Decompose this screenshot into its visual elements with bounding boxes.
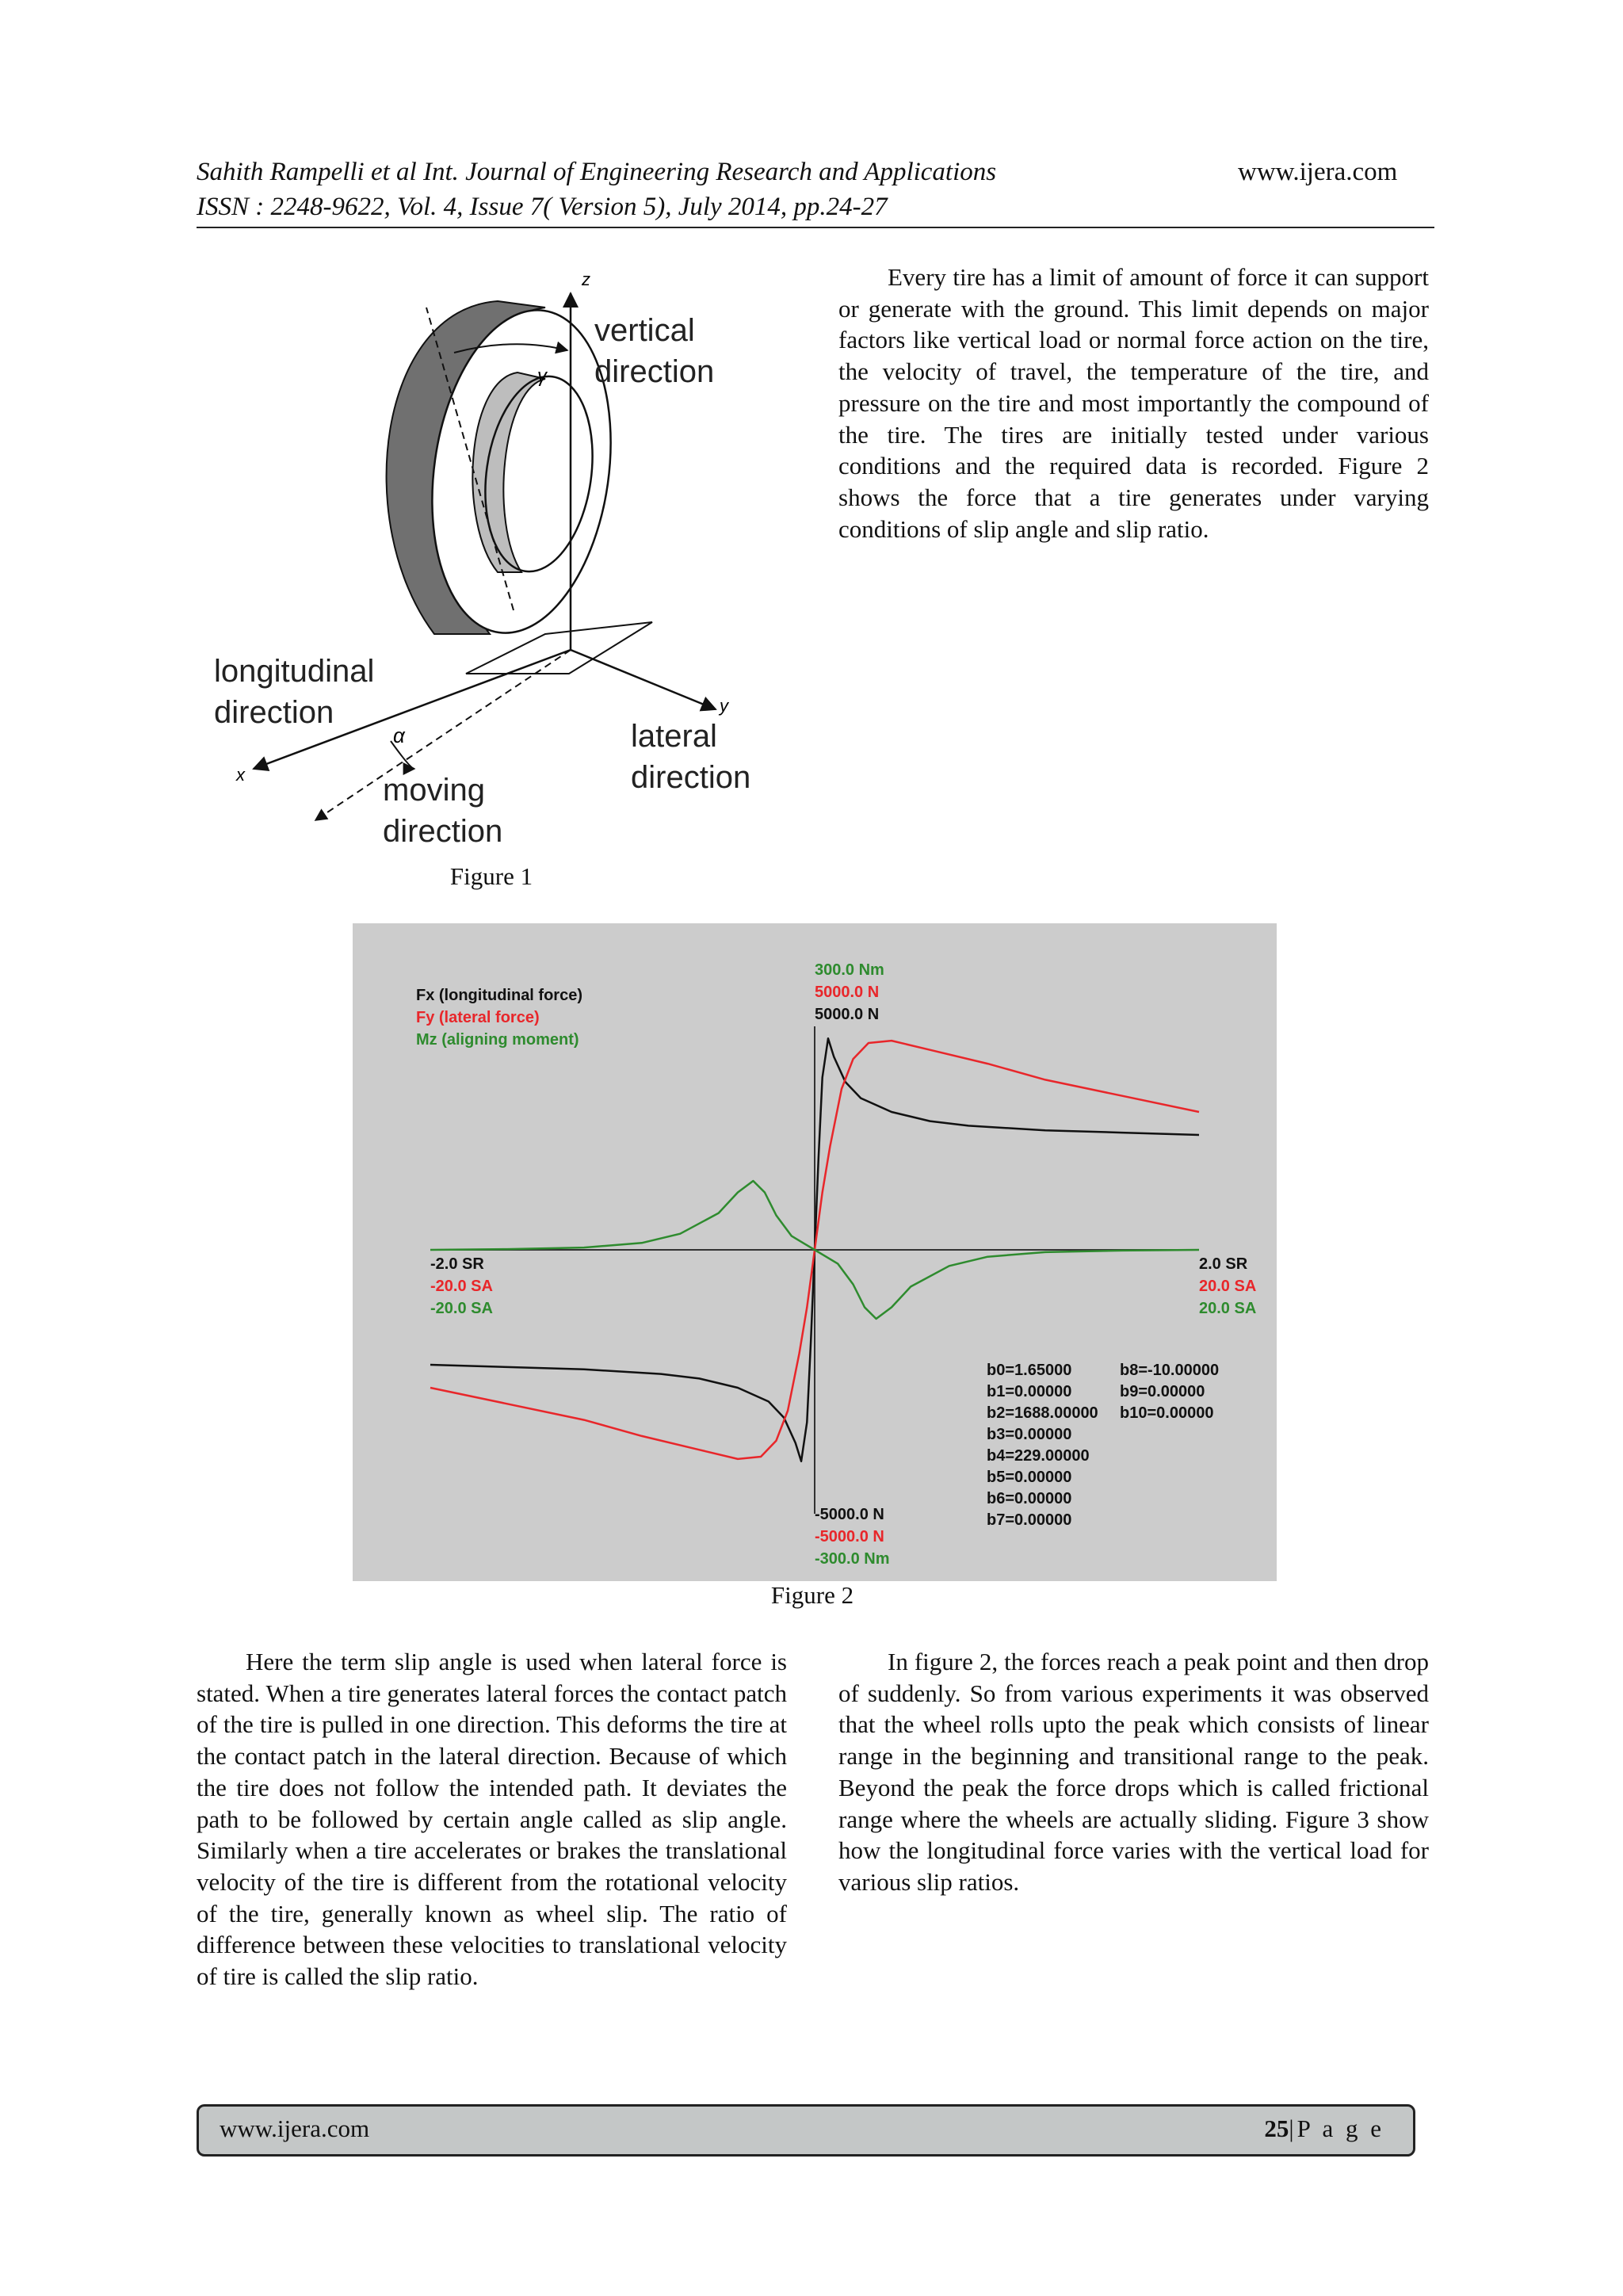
x-left-label-3: -20.0 SA bbox=[430, 1300, 493, 1317]
page-number: 25 bbox=[1264, 2115, 1289, 2142]
page-suffix: |P a g e bbox=[1289, 2115, 1384, 2142]
lateral-direction-label-2: direction bbox=[631, 760, 751, 795]
figure-2-tire-force-chart bbox=[353, 923, 1277, 1581]
running-header-website: www.ijera.com bbox=[1238, 158, 1398, 186]
coefficient-1: b0=1.65000 bbox=[987, 1362, 1072, 1379]
y-bottom-label-1: -5000.0 N bbox=[815, 1506, 884, 1523]
y-bottom-label-2: -5000.0 N bbox=[815, 1528, 884, 1545]
legend-entry-3: Mz (aligning moment) bbox=[416, 1031, 579, 1049]
x-right-label-3: 20.0 SA bbox=[1199, 1300, 1257, 1317]
coefficient-col2-3: b10=0.00000 bbox=[1120, 1404, 1214, 1422]
figure-1-tire-diagram bbox=[197, 262, 815, 864]
y-axis-label: y bbox=[720, 696, 728, 716]
footer-website: www.ijera.com bbox=[220, 2115, 370, 2142]
coefficient-6: b5=0.00000 bbox=[987, 1469, 1072, 1486]
y-top-label-3: 5000.0 N bbox=[815, 1006, 880, 1023]
x-right-label-1: 2.0 SR bbox=[1199, 1255, 1248, 1273]
z-axis-label: z bbox=[582, 269, 590, 289]
figure-2-caption: Figure 2 bbox=[770, 1581, 854, 1609]
footer-page-number bbox=[1264, 2115, 1384, 2143]
legend-entry-1: Fx (longitudinal force) bbox=[416, 987, 582, 1004]
coefficient-col2-1: b8=-10.00000 bbox=[1120, 1362, 1220, 1379]
longitudinal-direction-label-2: direction bbox=[214, 695, 334, 730]
coefficient-7: b6=0.00000 bbox=[987, 1490, 1072, 1507]
alpha-label: α bbox=[393, 724, 405, 747]
figure-1-caption: Figure 1 bbox=[449, 862, 533, 890]
moving-direction-label-2: direction bbox=[383, 814, 503, 849]
paragraph-peak-forces: In figure 2, the forces reach a peak point and then drop of suddenly. So from various experiments it was observed that the wheel rolls upto the peak which consists of linear range in the beginning and transitional range to the peak. Beyond the peak the force drops which is called frictional range where the wheels are actually sliding. Figure 3 show how the longitudinal force varies with the vertical load for various slip ratios. bbox=[838, 1648, 1429, 1896]
page-footer bbox=[197, 2104, 1415, 2157]
x-axis-label: x bbox=[236, 765, 245, 785]
coefficient-8: b7=0.00000 bbox=[987, 1511, 1072, 1529]
running-header-issn: ISSN : 2248-9622, Vol. 4, Issue 7( Version 5), July 2014, pp.24-27 bbox=[197, 193, 888, 221]
coefficient-4: b3=0.00000 bbox=[987, 1426, 1072, 1443]
x-left-label-1: -2.0 SR bbox=[430, 1255, 484, 1273]
coefficient-2: b1=0.00000 bbox=[987, 1383, 1072, 1400]
longitudinal-direction-label: longitudinal bbox=[214, 654, 375, 689]
paragraph-slip-angle: Here the term slip angle is used when lateral force is stated. When a tire generates lateral forces the contact patch of the tire is pulled in one direction. This deforms the tire at the contact patch in the lateral direction. Because of which the tire does not follow the intended path. It deviates the path to be followed by certain angle called as slip angle. Similarly when a tire accelerates or brakes the translational velocity of the tire is different from the rotational velocity of the tire, generally known as wheel slip. The ratio of difference between these velocities to translational velocity of tire is called the slip ratio. bbox=[197, 1648, 787, 1991]
y-top-label-2: 5000.0 N bbox=[815, 984, 880, 1001]
header-rule bbox=[197, 227, 1434, 228]
paragraph-tire-limits: Every tire has a limit of amount of force it can support or generate with the ground. This limit depends on major factors like vertical load or normal force action on the tire, the velocity of travel, the temperature of the tire, and pressure on the tire and most importantly the compound of the tire. The tires are initially tested under various conditions and the required data is recorded. Figure 2 shows the force that a tire generates under varying conditions of slip angle and slip ratio. bbox=[838, 263, 1429, 543]
y-bottom-label-3: -300.0 Nm bbox=[815, 1550, 890, 1568]
legend-entry-2: Fy (lateral force) bbox=[416, 1009, 540, 1026]
vertical-direction-label: vertical bbox=[594, 313, 695, 348]
running-header-title: Sahith Rampelli et al Int. Journal of Engineering Research and Applications bbox=[197, 158, 997, 186]
x-left-label-2: -20.0 SA bbox=[430, 1278, 493, 1295]
vertical-direction-label-2: direction bbox=[594, 354, 715, 389]
y-top-label-1: 300.0 Nm bbox=[815, 961, 884, 979]
x-right-label-2: 20.0 SA bbox=[1199, 1278, 1257, 1295]
coefficient-5: b4=229.00000 bbox=[987, 1447, 1090, 1465]
coefficient-col2-2: b9=0.00000 bbox=[1120, 1383, 1205, 1400]
coefficient-3: b2=1688.00000 bbox=[987, 1404, 1098, 1422]
lateral-direction-label: lateral bbox=[631, 719, 717, 754]
y-axis bbox=[571, 650, 716, 709]
gamma-label: γ bbox=[537, 365, 547, 387]
moving-direction-label: moving bbox=[383, 773, 485, 808]
